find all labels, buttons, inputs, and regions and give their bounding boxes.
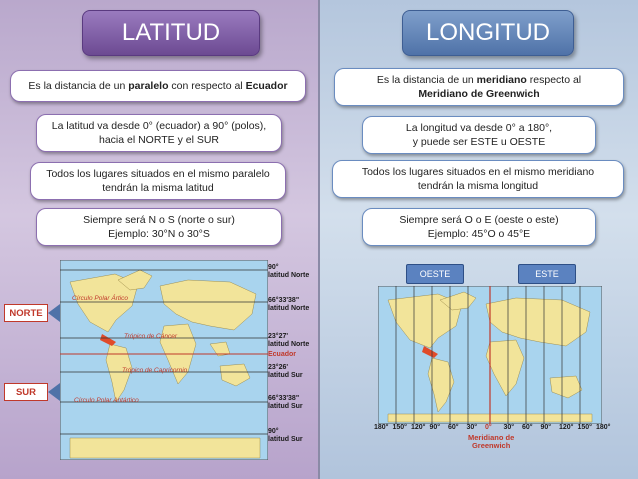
- latitud-example-box: [36, 208, 282, 246]
- degree-label: 90°: [540, 424, 552, 431]
- circulo-polar-artico-label: Círculo Polar Ártico: [72, 295, 128, 302]
- degree-label: 0°: [485, 424, 492, 431]
- label-66-norte: 66°33'38" latitud Norte: [268, 297, 310, 312]
- norte-arrow-icon: [48, 304, 60, 322]
- latitud-example-line1: Siempre será N o S (norte o sur): [83, 214, 235, 226]
- longitud-same-line1: Todos los lugares situados en el mismo meridiano: [361, 166, 595, 178]
- longitud-example-line1: Siempre será O o E (oeste o este): [399, 214, 559, 226]
- longitud-def-line2: Meridiano de Greenwich: [418, 88, 540, 100]
- sur-arrow-icon: [48, 383, 60, 401]
- latitud-same-line1: Todos los lugares situados en el mismo paralelo: [46, 168, 270, 180]
- degree-label: 30°: [503, 424, 515, 431]
- este-tag: ESTE: [518, 264, 576, 284]
- degree-label: 150°: [577, 424, 592, 431]
- latitud-def-text: Es la distancia de un paralelo con respecto al Ecuador: [28, 80, 288, 92]
- latitud-title: LATITUD: [82, 10, 260, 56]
- degree-label: 180°: [374, 424, 389, 431]
- label-66-sur: 66°33'38" latitud Sur: [268, 395, 303, 410]
- label-90-norte: 90° latitud Norte: [268, 264, 310, 279]
- degree-label: 30°: [466, 424, 478, 431]
- label-23-sur: 23°26' latitud Sur: [268, 364, 303, 379]
- label-23-norte: 23°27' latitud Norte: [268, 333, 310, 348]
- degree-label: 60°: [448, 424, 459, 431]
- degree-label: 150°: [392, 424, 407, 431]
- latitud-range-line1: La latitud va desde 0° (ecuador) a 90° (polos),: [51, 120, 267, 132]
- degree-label: 90°: [429, 424, 441, 431]
- latitud-range-line2: hacia el NORTE y el SUR: [98, 134, 219, 146]
- degree-label: 180°: [596, 424, 611, 431]
- tropico-cancer-label: Trópico de Cáncer: [124, 333, 177, 340]
- longitud-range-line1: La longitud va desde 0° a 180°,: [405, 122, 553, 134]
- norte-tag: NORTE: [4, 304, 48, 322]
- tropico-capricornio-label: Trópico de Capricornio: [122, 367, 188, 374]
- sur-tag: SUR: [4, 383, 48, 401]
- circulo-polar-antartico-label: Círculo Polar Antártico: [74, 397, 139, 404]
- latitud-definition-box: [10, 70, 306, 102]
- longitud-def-line1: Es la distancia de un meridiano respecto al: [376, 74, 582, 86]
- longitud-example-box: [362, 208, 596, 246]
- degree-label: 120°: [559, 424, 574, 431]
- meridiano-greenwich-label: Meridiano de Greenwich: [468, 433, 515, 450]
- longitud-example-line2: Ejemplo: 45°O o 45°E: [427, 228, 531, 240]
- longitud-same-box: [332, 160, 624, 198]
- panel-divider: [318, 0, 320, 479]
- oeste-tag: OESTE: [406, 264, 464, 284]
- latitud-same-box: [30, 162, 286, 200]
- longitud-range-line2: y puede ser ESTE u OESTE: [412, 136, 546, 148]
- longitud-range-box: [362, 116, 596, 154]
- degree-label: 60°: [522, 424, 533, 431]
- longitud-world-map: [378, 286, 602, 424]
- longitud-same-line2: tendrán la misma longitud: [417, 180, 539, 192]
- label-90-sur: 90° latitud Sur: [268, 428, 303, 443]
- latitud-range-box: [36, 114, 282, 152]
- longitud-title: LONGITUD: [402, 10, 574, 56]
- latitud-world-map: [60, 260, 268, 460]
- degree-label: 120°: [411, 424, 426, 431]
- longitud-definition-box: [334, 68, 624, 106]
- latitud-same-line2: tendrán la misma latitud: [102, 182, 214, 194]
- label-ecuador: Ecuador: [268, 351, 297, 358]
- latitud-example-line2: Ejemplo: 30°N o 30°S: [108, 228, 210, 240]
